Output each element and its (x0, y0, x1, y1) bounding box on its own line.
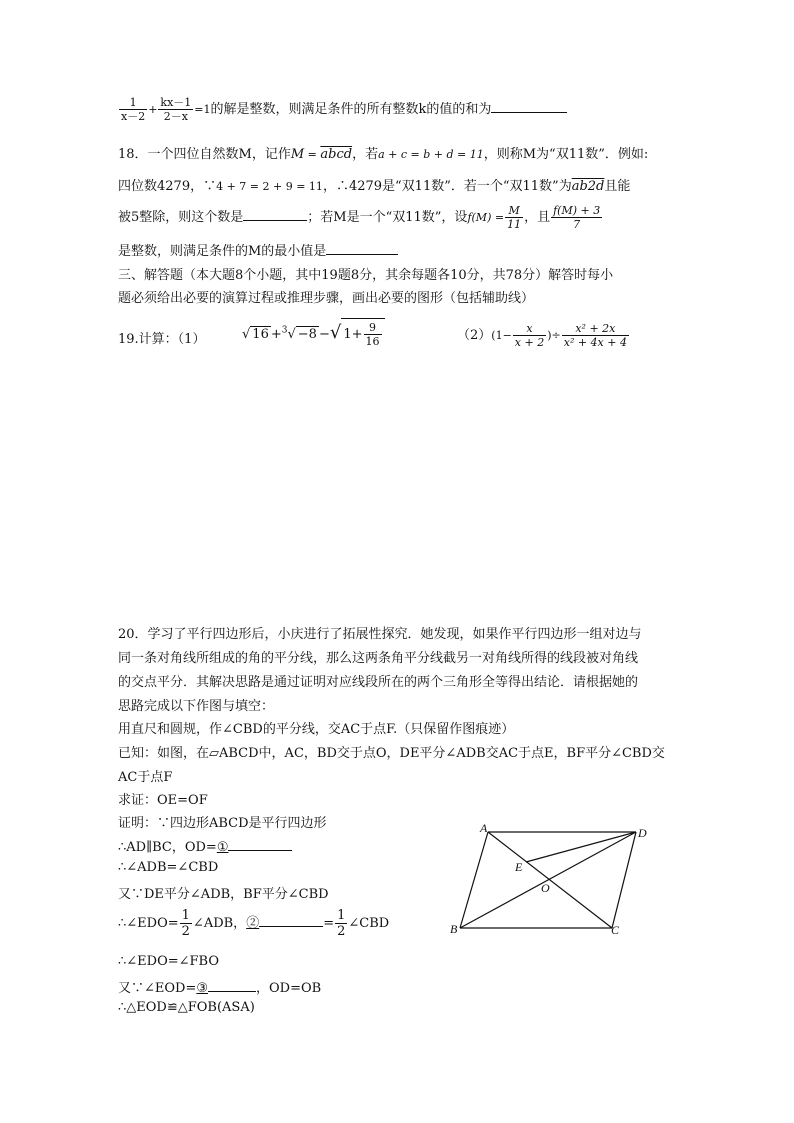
segment-AB (460, 832, 488, 928)
section-3-heading: 三、解答题（本大题8个小题，其中19题8分，其余每题各10分，共78分）解答时每小 (118, 268, 614, 283)
label-E: E (515, 860, 523, 874)
q20-given-line-1: 已知：如图，在▱ABCD中，AC，BD交于点O，DE平分∠ADB交AC于点E，BF平分∠CBD交 (118, 746, 665, 761)
q20-blank-3 (208, 980, 256, 992)
label-B: B (450, 922, 458, 936)
q20-paragraph-line-3: 的交点平分．其解决思路是通过证明对应线段所在的两个三角形全等得出结论．请根据她的 (118, 675, 639, 690)
q18-fraction-fm-plus-3: $\frac{f(M) + 3}{7}$ (553, 204, 601, 231)
q20-blank-1 (228, 839, 292, 851)
label-C: C (611, 923, 620, 937)
segment-DE (526, 832, 636, 862)
q20-paragraph-line-2: 同一条对角线所组成的角的平分线，那么这两条角平分线截另一对角线所得的线段被对角线 (118, 651, 639, 666)
q20-blank-2 (259, 915, 323, 927)
label-O: O (541, 881, 550, 895)
q18-line-1: 18．一个四位自然数M，记作M = abcd，若a + c = b + d = 11，则称M为“双11数”．例如: (118, 147, 649, 162)
q20-proof-step-4: ∴∠EDO= $\frac{1}{2}$ ∠ADB，② = $\frac{1}{2}$ ∠CBD (118, 908, 390, 939)
q18-answer-blank-1 (243, 209, 307, 221)
q20-proof-step-1: ∴AD∥BC，OD=① (118, 836, 292, 855)
q20-proof-step-7: ∴△EOD≌△FOB(ASA) (118, 1000, 255, 1015)
q20-proof-step-5: ∴∠EDO=∠FBO (118, 954, 219, 969)
q18-line-2: 四位数4279，∵4 + 7 = 2 + 9 = 11，∴4279是“双11数”．若一个“双11数”为ab2d且能 (118, 179, 631, 194)
segment-DC (612, 832, 636, 928)
q17-text: 的解是整数，则满足条件的所有整数k的值的和为 (210, 102, 492, 117)
q17-answer-blank (491, 101, 567, 113)
q18-line-3: 被5整除，则这个数是 ；若M是一个“双11数”，设f(M) = $\frac{M}{11}$ ，且 $\frac{f(M) + 3}{7}$ (118, 204, 601, 231)
q18-line-4: 是整数，则满足条件的M的最小值是 (118, 240, 398, 259)
q20-paragraph-line-1: 20．学习了平行四边形后，小庆进行了拓展性探究．她发现，如果作平行四边形一组对边与 (118, 627, 642, 642)
diagonal-AC (488, 832, 612, 928)
section-3-instructions: 题必须给出必要的演算过程或推理步骤，画出必要的图形（包括辅助线） (118, 291, 535, 306)
q20-given-line-2: AC于点F (118, 770, 173, 785)
q19-part-1-expression: √ 16 +$^3$√ −8 −√ 1+ $\frac{9}{16}$ (242, 318, 385, 348)
q18-answer-blank-2 (326, 243, 398, 255)
q20-to-prove: 求证：OE=OF (118, 793, 208, 808)
q20-proof-step-6: 又∵∠EOD=③ ，OD=OB (118, 981, 322, 996)
diagonal-BD (460, 832, 636, 928)
q20-proof-start: 证明：∵四边形ABCD是平行四边形 (118, 816, 327, 831)
q17-fraction-1: $\frac{1}{x-2}$ (121, 96, 146, 123)
label-D: D (638, 826, 647, 840)
q20-proof-step-3: 又∵DE平分∠ADB，BF平分∠CBD (118, 887, 329, 902)
q19-label: 19.计算：（1） (118, 332, 206, 347)
parallelogram-figure (440, 820, 660, 940)
q18-fraction-fm: $\frac{M}{11}$ (507, 204, 522, 231)
q20-paragraph-line-4: 思路完成以下作图与填空： (118, 699, 275, 714)
q20-construction-instruction: 用直尺和圆规，作∠CBD的平分线，交AC于点F.（只保留作图痕迹） (118, 722, 515, 737)
q17-line: $\frac{1}{x-2}$ + $\frac{kx-1}{2-x}$ =1的解是整数，则满足条件的所有整数k的值的和为 (118, 96, 567, 123)
q20-proof-step-2: ∴∠ADB=∠CBD (118, 860, 219, 875)
label-A: A (480, 821, 488, 835)
q17-fraction-2: $\frac{kx-1}{2-x}$ (160, 96, 192, 123)
q19-part-2-expression: （2）(1− $\frac{x}{x + 2}$ )÷ $\frac{\text{x² + 2x}}{\text{x² + 4x + 4}}$ (457, 322, 627, 349)
